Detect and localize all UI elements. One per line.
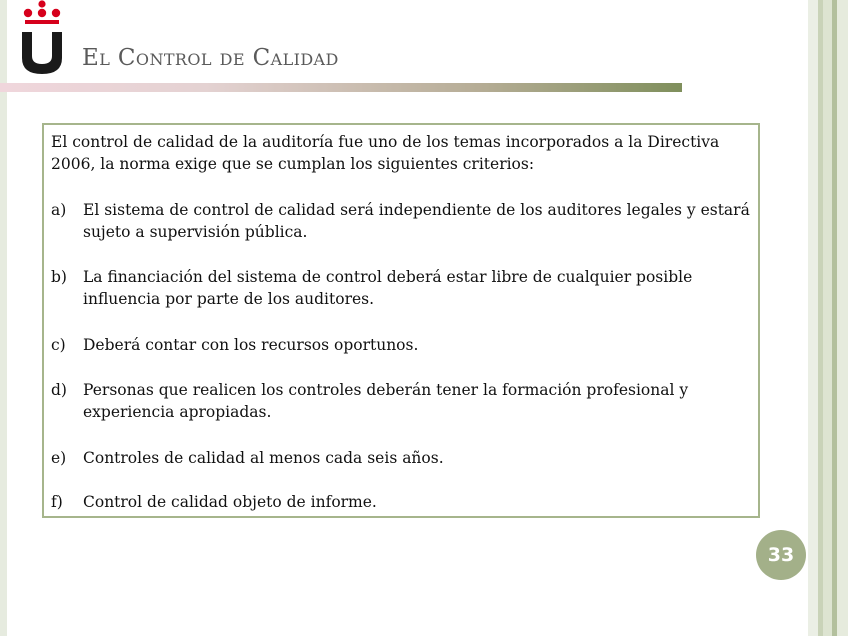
criteria-item-a bbox=[51, 199, 763, 243]
page-number-badge: 33 bbox=[756, 530, 806, 580]
list-item-text: La financiación del sistema de control deberá estar libre de cualquier posible influencia por parte de los auditores. bbox=[83, 268, 693, 308]
list-marker: d) bbox=[51, 381, 67, 399]
title-underline-bar bbox=[0, 83, 682, 92]
criteria-item-f bbox=[51, 491, 763, 513]
list-marker: a) bbox=[51, 201, 67, 219]
university-logo-icon bbox=[18, 0, 68, 78]
right-decorative-bars bbox=[808, 0, 848, 636]
list-item-text: Control de calidad objeto de informe. bbox=[83, 493, 377, 511]
list-item-text: Deberá contar con los recursos oportunos. bbox=[83, 336, 419, 354]
list-item-text: Personas que realicen los controles deberán tener la formación profesional y experiencia apropiadas. bbox=[83, 381, 689, 421]
slide-title: El Control de Calidad bbox=[82, 45, 339, 71]
criteria-item-c bbox=[51, 334, 763, 356]
list-marker: e) bbox=[51, 449, 67, 467]
list-marker: b) bbox=[51, 268, 67, 286]
list-item-text: Controles de calidad al menos cada seis años. bbox=[83, 449, 444, 467]
criteria-item-e bbox=[51, 447, 763, 469]
criteria-item-d bbox=[51, 379, 763, 423]
list-marker: c) bbox=[51, 336, 66, 354]
criteria-item-b bbox=[51, 266, 763, 310]
list-item-text: El sistema de control de calidad será independiente de los auditores legales y estará sujeto a supervisión pública. bbox=[83, 201, 750, 241]
intro-paragraph: El control de calidad de la auditoría fue uno de los temas incorporados a la Directiva 2006, la norma exige que se cumplan los siguientes criterios: bbox=[51, 133, 720, 173]
left-decorative-rule bbox=[0, 0, 7, 636]
list-marker: f) bbox=[51, 493, 63, 511]
